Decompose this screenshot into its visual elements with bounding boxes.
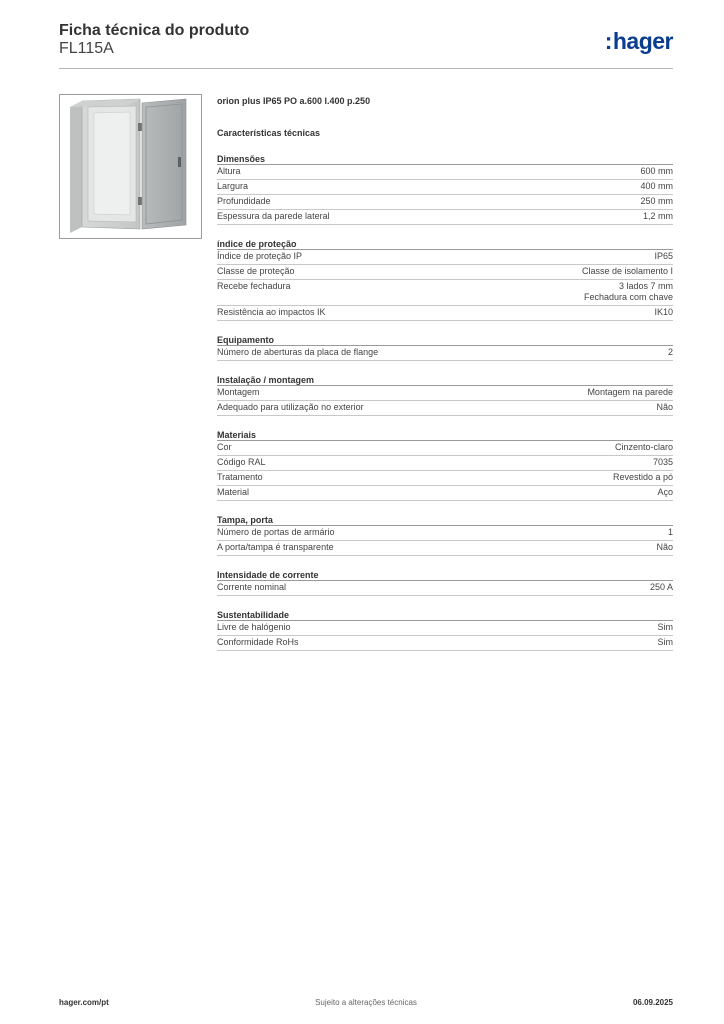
spec-value — [582, 266, 673, 277]
spec-row — [217, 250, 673, 265]
spec-row — [217, 401, 673, 416]
footer-date: 06.09.2025 — [632, 998, 673, 1007]
spec-section — [217, 153, 673, 225]
spec-label: Índice de proteção IP — [217, 251, 303, 261]
spec-section — [217, 334, 673, 361]
spec-value — [587, 387, 673, 398]
spec-value-line: Montagem na parede — [587, 387, 673, 397]
spec-value — [615, 442, 673, 453]
spec-value — [658, 622, 674, 633]
spec-row — [217, 526, 673, 541]
spec-value — [657, 487, 673, 498]
spec-row — [217, 441, 673, 456]
spec-row — [217, 471, 673, 486]
spec-label: Número de aberturas da placa de flange — [217, 347, 379, 357]
section-title: Equipamento — [217, 334, 673, 346]
spec-label: Profundidade — [217, 196, 271, 206]
spec-value — [656, 542, 673, 553]
spec-value-line: 400 mm — [640, 181, 673, 191]
spec-sections — [217, 153, 673, 651]
spec-value — [658, 637, 674, 648]
spec-value-line: 1 — [667, 527, 673, 537]
section-title: Instalação / montagem — [217, 374, 673, 386]
spec-label: Recebe fechadura — [217, 281, 291, 291]
spec-row — [217, 486, 673, 501]
section-title: Materiais — [217, 429, 673, 441]
spec-row — [217, 621, 673, 636]
spec-label: Espessura da parede lateral — [217, 211, 330, 221]
spec-label: Conformidade RoHs — [217, 637, 299, 647]
hager-logo: :hager — [604, 28, 673, 54]
spec-label: Corrente nominal — [217, 582, 287, 592]
section-title: Intensidade de corrente — [217, 569, 673, 581]
spec-value-line: IP65 — [654, 251, 673, 261]
spec-row — [217, 165, 673, 180]
spec-row — [217, 581, 673, 596]
spec-row — [217, 280, 673, 306]
spec-value — [654, 251, 673, 262]
spec-value-line: 250 A — [649, 582, 673, 592]
tech-heading: Características técnicas — [217, 128, 321, 138]
page-title: Ficha técnica do produto — [59, 22, 250, 39]
spec-value-line: Sim — [657, 637, 673, 647]
spec-row — [217, 456, 673, 471]
spec-value-line: Fechadura com chave — [583, 292, 673, 302]
spec-label: Resistência ao impactos IK — [217, 307, 326, 317]
spec-value — [653, 457, 673, 468]
spec-value-line: 2 — [667, 347, 673, 357]
spec-section — [217, 238, 673, 321]
spec-value — [656, 402, 673, 413]
spec-value-line: 1,2 mm — [642, 211, 673, 221]
product-image — [59, 94, 202, 239]
spec-label: Livre de halógenio — [217, 622, 291, 632]
spec-value — [640, 166, 673, 177]
spec-label: Classe de proteção — [217, 266, 295, 276]
spec-label: Montagem — [217, 387, 260, 397]
page-header — [59, 22, 673, 68]
page-footer — [59, 998, 673, 1010]
logo-text: hager — [612, 28, 673, 54]
spec-value — [643, 211, 673, 222]
spec-section — [217, 569, 673, 596]
spec-row — [217, 636, 673, 651]
spec-label: Altura — [217, 166, 241, 176]
header-divider — [59, 68, 673, 69]
spec-value-line: Sim — [657, 622, 673, 632]
spec-label: Número de portas de armário — [217, 527, 335, 537]
spec-row — [217, 180, 673, 195]
spec-label: Adequado para utilização no exterior — [217, 402, 364, 412]
spec-value-line: 600 mm — [640, 166, 673, 176]
product-code: FL115A — [59, 40, 114, 57]
spec-value-line: IK10 — [654, 307, 673, 317]
footer-notice: Sujeito a alterações técnicas — [315, 998, 417, 1007]
footer-website: hager.com/pt — [59, 998, 109, 1007]
spec-label: Código RAL — [217, 457, 266, 467]
section-title: Sustentabilidade — [217, 609, 673, 621]
spec-value-line: Classe de isolamento I — [581, 266, 673, 276]
spec-value-line: Não — [656, 542, 673, 552]
spec-row — [217, 386, 673, 401]
spec-value — [650, 582, 673, 593]
product-name: orion plus IP65 PO a.600 l.400 p.250 — [217, 96, 371, 106]
spec-value — [668, 347, 673, 358]
spec-row — [217, 541, 673, 556]
spec-section — [217, 514, 673, 556]
spec-value-line: Revestido a pó — [612, 472, 673, 482]
spec-row — [217, 210, 673, 225]
spec-value-line: Cinzento-claro — [614, 442, 673, 452]
spec-label: Largura — [217, 181, 249, 191]
spec-row — [217, 346, 673, 361]
spec-value-line: 3 lados 7 mm — [618, 281, 673, 291]
spec-value — [640, 181, 673, 192]
technical-content — [217, 96, 673, 651]
spec-label: Material — [217, 487, 250, 497]
spec-value-line: Não — [656, 402, 673, 412]
spec-value — [613, 472, 673, 483]
spec-section — [217, 374, 673, 416]
spec-row — [217, 195, 673, 210]
spec-label: Tratamento — [217, 472, 263, 482]
enclosure-illustration — [60, 95, 201, 238]
spec-row — [217, 265, 673, 280]
spec-label: Cor — [217, 442, 232, 452]
spec-value-line: Aço — [657, 487, 673, 497]
spec-section — [217, 609, 673, 651]
section-title: índice de proteção — [217, 238, 673, 250]
spec-value — [654, 307, 673, 318]
spec-value-line: 7035 — [652, 457, 673, 467]
spec-value — [584, 281, 673, 303]
spec-label: A porta/tampa é transparente — [217, 542, 334, 552]
spec-row — [217, 306, 673, 321]
spec-value — [640, 196, 673, 207]
section-title: Tampa, porta — [217, 514, 673, 526]
section-title: Dimensões — [217, 153, 673, 165]
spec-value-line: 250 mm — [640, 196, 673, 206]
spec-section — [217, 429, 673, 501]
spec-value — [668, 527, 673, 538]
